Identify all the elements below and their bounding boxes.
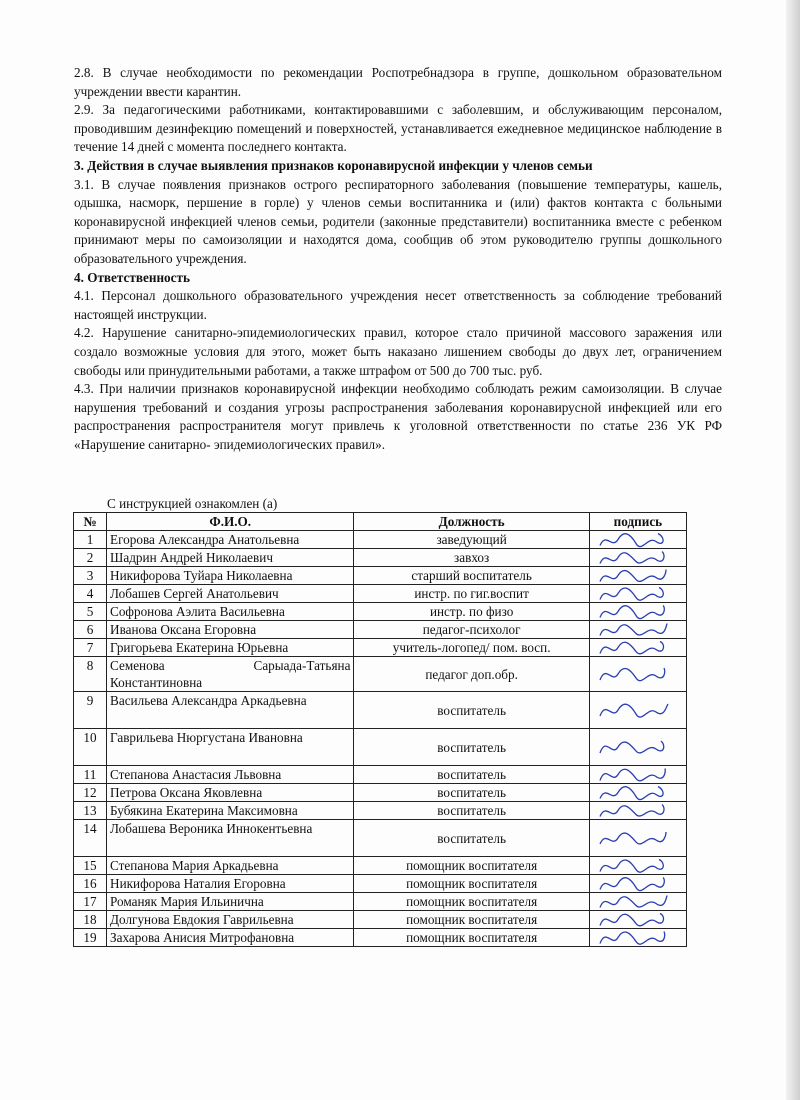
- row-full-name: Васильева Александра Аркадьевна: [107, 692, 354, 729]
- row-num: 16: [74, 875, 107, 893]
- row-position: помощник воспитателя: [354, 911, 589, 929]
- table-row: [74, 820, 687, 857]
- row-position: инстр. по физо: [354, 603, 589, 621]
- row-num: 5: [74, 603, 107, 621]
- row-position: педагог доп.обр.: [354, 657, 589, 692]
- table-row: [74, 585, 687, 603]
- header-position: Должность: [354, 513, 589, 531]
- paragraph: 4.3. При наличии признаков коронавирусной инфекции необходимо соблюдать режим самоизоляции. В случае нарушения требований и создания угрозы распространения заболевания коронавирусной инфекцией или его распространения распространителя могут привлечь к уголовной ответственности по статье 236 УК РФ «Нарушение санитарно- эпидемиологических правил».: [74, 381, 722, 452]
- row-full-name: Степанова Мария Аркадьевна: [107, 857, 354, 875]
- row-position: педагог-психолог: [354, 621, 589, 639]
- table-row: [74, 929, 687, 947]
- row-position: завхоз: [354, 549, 589, 567]
- row-full-name: Никифорова Наталия Егоровна: [107, 875, 354, 893]
- section-heading: 3. Действия в случае выявления признаков коронавирусной инфекции у членов семьи: [74, 157, 593, 173]
- paragraph: 4.2. Нарушение санитарно-эпидемиологических правил, которое стало причиной массового заражения или создало возможные условия для этого, может быть наказано лишением свободы до двух лет, ограничением свободы или принудительными работами, а также штрафом от 500 до 700 тыс. руб.: [74, 325, 722, 378]
- instruction-text: [74, 64, 722, 454]
- row-position: воспитатель: [354, 820, 589, 857]
- row-signature-cell: [589, 657, 686, 692]
- row-num: 4: [74, 585, 107, 603]
- table-row: [74, 603, 687, 621]
- row-num: 12: [74, 784, 107, 802]
- row-full-name: Лобашева Вероника Иннокентьевна: [107, 820, 354, 857]
- row-num: 15: [74, 857, 107, 875]
- row-full-name: Романяк Мария Ильинична: [107, 893, 354, 911]
- row-full-name: Григорьева Екатерина Юрьевна: [107, 639, 354, 657]
- row-num: 8: [74, 657, 107, 692]
- row-num: 11: [74, 766, 107, 784]
- row-num: 18: [74, 911, 107, 929]
- scan-edge-shadow: [786, 0, 800, 1100]
- header-name: Ф.И.О.: [107, 513, 354, 531]
- row-num: 14: [74, 820, 107, 857]
- table-header-row: [74, 513, 687, 531]
- row-num: 19: [74, 929, 107, 947]
- row-position: помощник воспитателя: [354, 857, 589, 875]
- table-row: [74, 657, 687, 692]
- row-full-name: Семенова Сарыада-Татьяна Константиновна: [107, 657, 354, 692]
- table-row: [74, 911, 687, 929]
- row-num: 6: [74, 621, 107, 639]
- table-row: [74, 802, 687, 820]
- row-num: 17: [74, 893, 107, 911]
- table-row: [74, 692, 687, 729]
- row-num: 9: [74, 692, 107, 729]
- row-position: воспитатель: [354, 802, 589, 820]
- paragraph: 2.9. За педагогическими работниками, контактировавшими с заболевшим, и обслуживающим персоналом, проводившим дезинфекцию помещений и поверхностей, устанавливается ежедневное медицинское наблюдение в течение 14 дней с момента последнего контакта.: [74, 102, 722, 155]
- row-position: старший воспитатель: [354, 567, 589, 585]
- table-row: [74, 729, 687, 766]
- row-full-name: Егорова Александра Анатольевна: [107, 531, 354, 549]
- table-row: [74, 784, 687, 802]
- row-full-name: Софронова Аэлита Васильевна: [107, 603, 354, 621]
- row-num: 10: [74, 729, 107, 766]
- row-position: воспитатель: [354, 692, 589, 729]
- row-position: воспитатель: [354, 766, 589, 784]
- row-full-name: Захарова Анисия Митрофановна: [107, 929, 354, 947]
- row-full-name: Гаврильева Нюргустана Ивановна: [107, 729, 354, 766]
- row-num: 13: [74, 802, 107, 820]
- row-signature-cell: [589, 820, 686, 857]
- row-full-name: Петрова Оксана Яковлевна: [107, 784, 354, 802]
- row-position: воспитатель: [354, 784, 589, 802]
- row-signature-cell: [589, 729, 686, 766]
- header-num: №: [74, 513, 107, 531]
- table-row: [74, 766, 687, 784]
- paragraph: 2.8. В случае необходимости по рекомендации Роспотребнадзора в группе, дошкольном образовательном учреждении ввести карантин.: [74, 65, 722, 99]
- row-position: заведующий: [354, 531, 589, 549]
- header-signature: подпись: [589, 513, 686, 531]
- row-full-name: Бубякина Екатерина Максимовна: [107, 802, 354, 820]
- paragraph: 3.1. В случае появления признаков острого респираторного заболевания (повышение температуры, кашель, одышка, насморк, першение в горле) у членов семьи воспитанника и (или) фактов контакта с больными коронавирусной инфекцией членов семьи, родители (законные представители) воспитанника вместе с ребенком принимают меры по самоизоляции и находятся дома, сообщив об этом руководителю группы дошкольного образовательного учреждения.: [74, 176, 722, 266]
- row-full-name: Долгунова Евдокия Гаврильевна: [107, 911, 354, 929]
- row-full-name: Лобашев Сергей Анатольевич: [107, 585, 354, 603]
- row-position: учитель-логопед/ пом. восп.: [354, 639, 589, 657]
- table-row: [74, 875, 687, 893]
- row-position: воспитатель: [354, 729, 589, 766]
- row-signature-cell: [589, 692, 686, 729]
- table-row: [74, 639, 687, 657]
- row-num: 1: [74, 531, 107, 549]
- table-row: [74, 857, 687, 875]
- row-full-name: Никифорова Туйара Николаевна: [107, 567, 354, 585]
- row-position: помощник воспитателя: [354, 929, 589, 947]
- row-position: помощник воспитателя: [354, 875, 589, 893]
- table-row: [74, 531, 687, 549]
- section-heading: 4. Ответственность: [74, 269, 190, 285]
- row-full-name: Иванова Оксана Егоровна: [107, 621, 354, 639]
- row-full-name: Степанова Анастасия Львовна: [107, 766, 354, 784]
- row-signature-cell: [589, 929, 686, 947]
- paragraph: 4.1. Персонал дошкольного образовательного учреждения несет ответственность за соблюдение требований настоящей инструкции.: [74, 288, 722, 322]
- row-num: 7: [74, 639, 107, 657]
- row-position: инстр. по гиг.воспит: [354, 585, 589, 603]
- row-full-name: Шадрин Андрей Николаевич: [107, 549, 354, 567]
- row-num: 3: [74, 567, 107, 585]
- table-row: [74, 549, 687, 567]
- table-row: [74, 567, 687, 585]
- staff-acknowledgement-table: [73, 512, 687, 947]
- handwritten-signature: [596, 925, 676, 950]
- table-row: [74, 621, 687, 639]
- row-position: помощник воспитателя: [354, 893, 589, 911]
- acknowledgement-caption: С инструкцией ознакомлен (а): [107, 496, 278, 511]
- row-num: 2: [74, 549, 107, 567]
- table-row: [74, 893, 687, 911]
